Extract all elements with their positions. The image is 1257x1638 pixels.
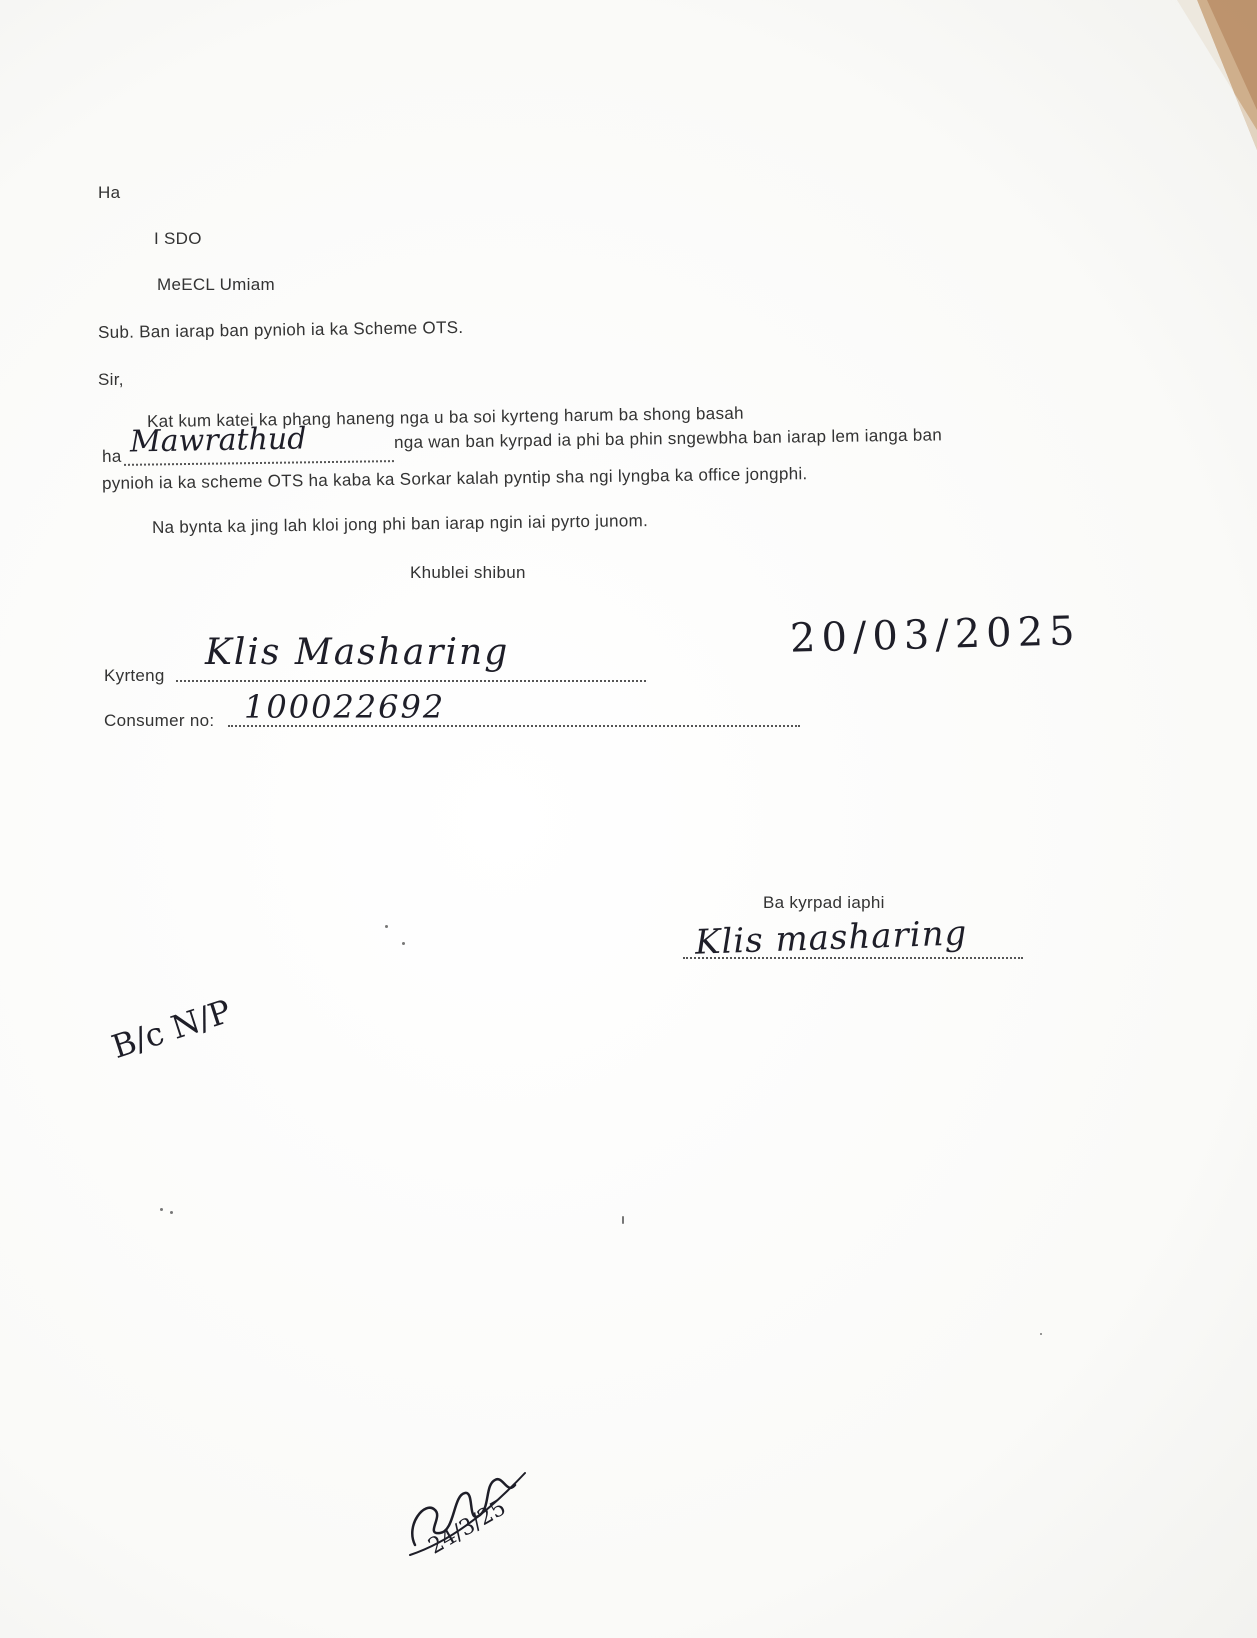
consumer-label: Consumer no: — [104, 711, 215, 730]
handwritten-date: 20/03/2025 — [789, 608, 1082, 662]
scan-speck — [1040, 1333, 1042, 1335]
page-corner-shadow — [1137, 0, 1257, 150]
initial-date: 24/3/25 — [424, 1495, 511, 1560]
body-line-1: Kat kum katei ka phang haneng nga u ba soi kyrteng harum ba shong basah — [146, 403, 744, 431]
scan-speck — [402, 942, 405, 945]
signoff-label: Ba kyrpad iaphi — [763, 893, 885, 912]
handwritten-name: Klis Masharing — [205, 632, 510, 673]
thanks-line: Khublei shibun — [410, 563, 526, 582]
name-dotted-line — [176, 680, 646, 682]
body-line-2: nga wan ban kyrpad ia phi ba phin sngewbha ban iarap lem ianga ban — [393, 425, 943, 452]
subject-line: Sub. Ban iarap ban pynioh ia ka Scheme OTS. — [97, 317, 464, 342]
greeting: Sir, — [98, 370, 124, 389]
scan-speck — [170, 1211, 173, 1214]
scan-speck — [385, 925, 388, 928]
body-line-3: pynioh ia ka scheme OTS ha kaba ka Sorkar kalah pyntip sha ngi lyngba ka office jongphi. — [101, 464, 808, 493]
closing-request: Na bynta ka jing lah kloi jong phi ban iarap ngin iai pyrto junom. — [151, 511, 649, 537]
village-dotted-line — [124, 460, 394, 466]
handwritten-signature: Klis masharing — [694, 913, 968, 963]
scan-speck — [622, 1216, 624, 1224]
body-line-2-prefix: ha — [101, 446, 122, 466]
handwritten-consumer-no: 100022692 — [244, 688, 446, 726]
recipient-office: MeECL Umiam — [157, 275, 275, 294]
name-label: Kyrteng — [104, 666, 165, 685]
salutation-to: Ha — [98, 183, 121, 202]
scan-speck — [160, 1208, 163, 1211]
initial-signature-stamp — [395, 1455, 545, 1565]
handwritten-village: Mawrathud — [129, 421, 307, 460]
handwritten-margin-note: B/c N/P — [107, 991, 236, 1067]
recipient-title: I SDO — [154, 229, 202, 248]
